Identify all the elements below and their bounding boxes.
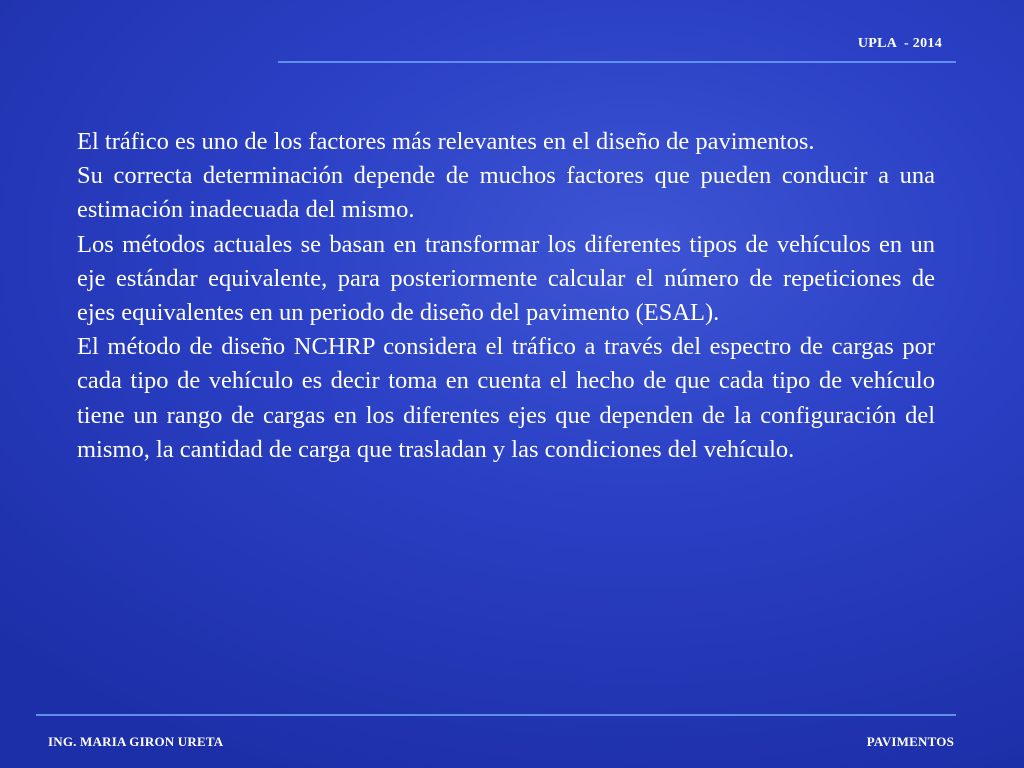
paragraph-3: Los métodos actuales se basan en transformar los diferentes tipos de vehículos en un eje estándar equivalente, para posteriormente calcular el número de repeticiones de ejes equivalentes en un periodo de diseño del pavimento (ESAL). — [77, 230, 935, 327]
paragraph-2: Su correcta determinación depende de muchos factores que pueden conducir a una estimación inadecuada del mismo. — [77, 162, 935, 224]
header-divider — [278, 61, 956, 63]
footer-author: ING. MARIA GIRON URETA — [48, 734, 224, 749]
header-label: UPLA - 2014 — [857, 36, 942, 51]
paragraph-1: El tráfico es uno de los factores más relevantes en el diseño de pavimentos. — [77, 128, 815, 155]
footer-course: PAVIMENTOS — [866, 734, 954, 749]
slide-body — [77, 125, 935, 467]
footer-divider — [36, 714, 956, 716]
paragraph-4: El método de diseño NCHRP considera el tráfico a través del espectro de cargas por cada tipo de vehículo es decir toma en cuenta el hecho de que cada tipo de vehículo tiene un rango de cargas en los diferentes ejes que dependen de la configuración del mismo, la cantidad de carga que trasladan y las condiciones del vehículo. — [77, 333, 935, 463]
